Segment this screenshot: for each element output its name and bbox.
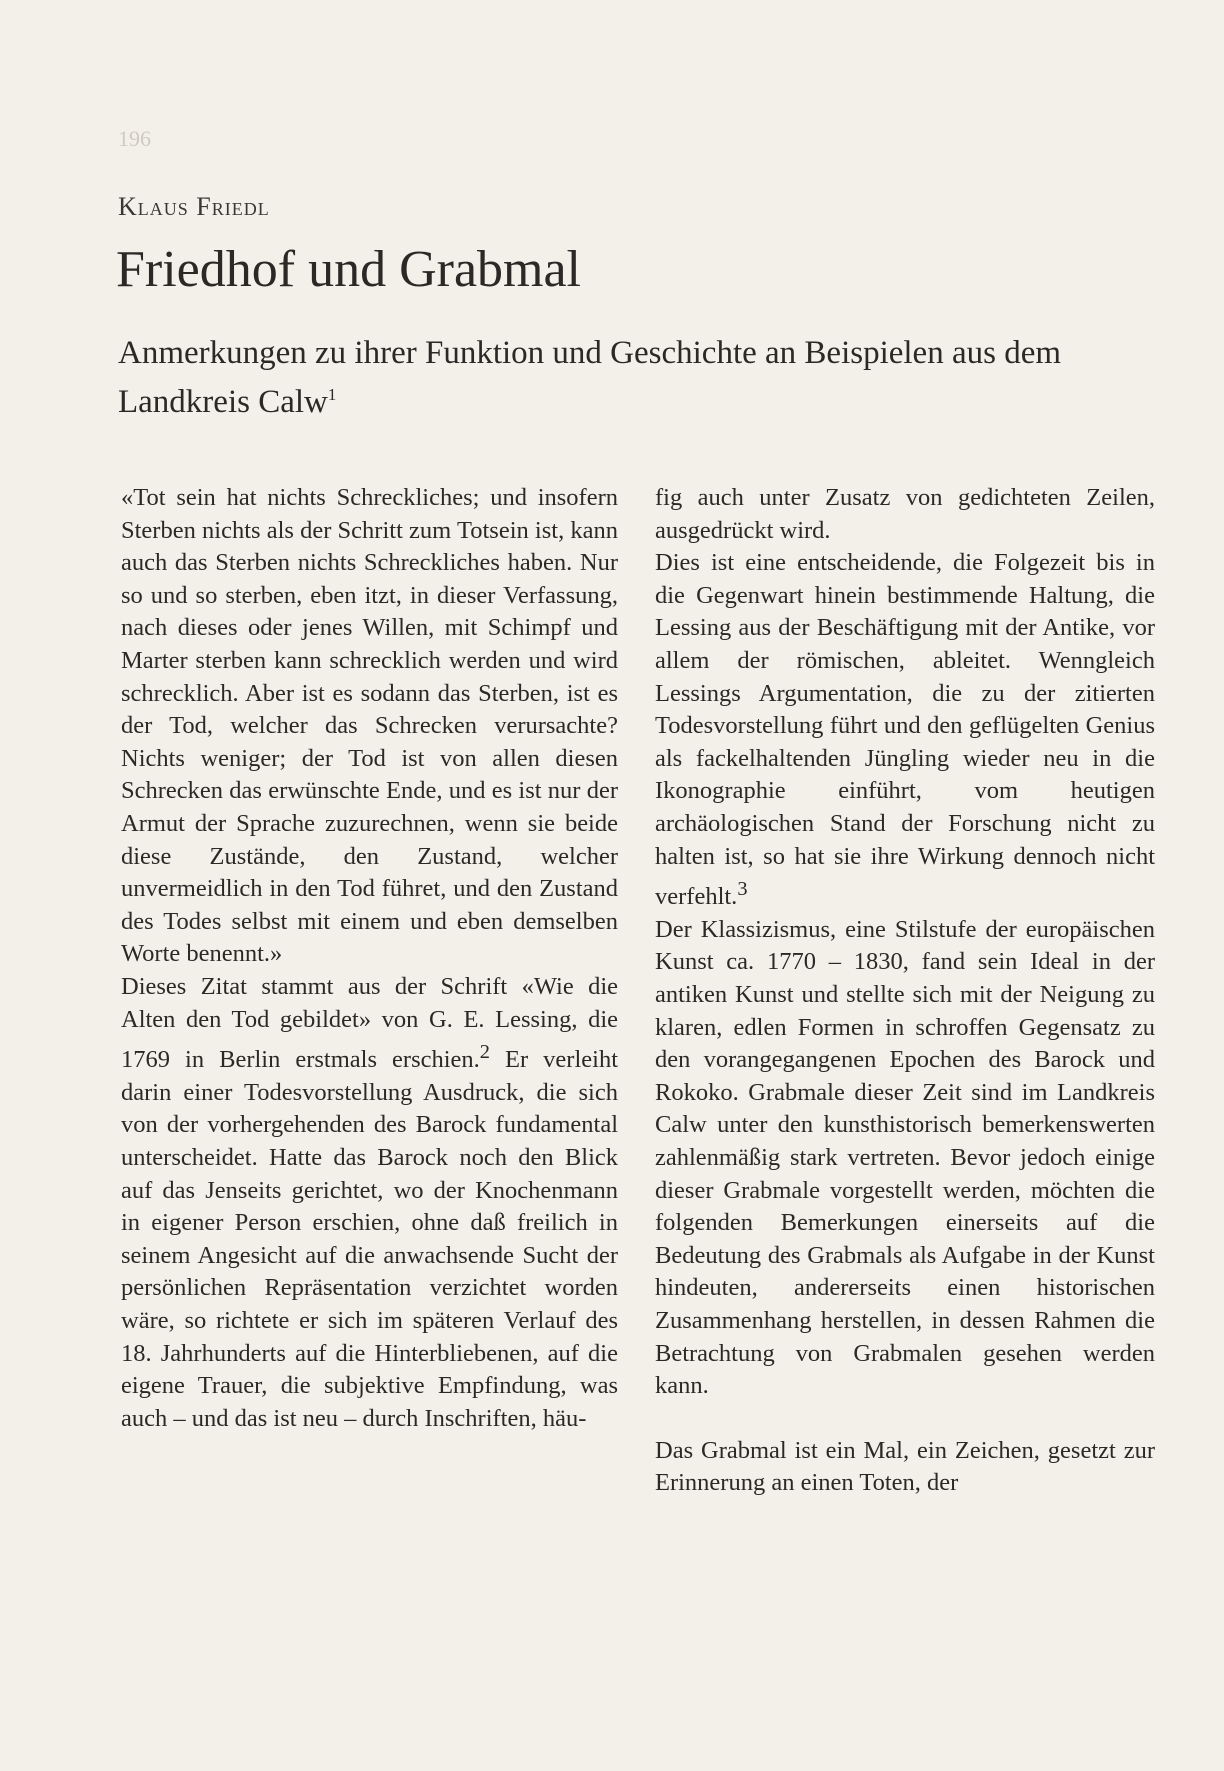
footnote-marker: 2 bbox=[479, 1041, 490, 1064]
paragraph-text: Dieses Zitat stammt aus der Schrift «Wie die Alten den Tod gebildet» von G. E. Lessing, die 1769 in Berlin erstmals erschien. bbox=[121, 972, 618, 1074]
page-number: 196 bbox=[118, 126, 151, 151]
subtitle-footnote-marker: 1 bbox=[327, 385, 337, 404]
footnote-marker: 3 bbox=[737, 878, 748, 901]
paragraph-text: Er verleiht darin einer Todesvorstellung Ausdruck, die sich von der vorhergehenden des Barock fundamental unterscheidet. Hatte das Barock noch den Blick auf das Jenseits gerichtet, wo der Knochenmann in eigener Person erschien, ohne daß freilich in seinem Angesicht auf die anwachsende Sucht der persönlichen Repräsentation verzichtet worden wäre, so richtete er sich im späteren Verlauf des 18. Jahrhunderts auf die Hinterbliebenen, auf die eigene Trauer, die subjektive Empfindung, was auch – und das ist neu – durch Inschriften, häu- bbox=[121, 1046, 618, 1432]
body-paragraph bbox=[121, 971, 618, 1435]
left-column bbox=[121, 482, 618, 1435]
body-paragraph bbox=[655, 547, 1155, 914]
paragraph-text: Dies ist eine entscheidende, die Folgezeit bis in die Gegenwart hinein bestimmende Haltung, die Lessing aus der Beschäftigung mit der Antike, vor allem der römischen, ableitet. Wenngleich Lessings Argumentation, die zu der zitierten Todesvorstellung führt und den geflügelten Genius als fackelhaltenden Jüngling wieder neu in die Ikonographie einführt, vom heutigen archäologischen Stand der Forschung nicht zu halten ist, so hat sie ihre Wirkung dennoch nicht verfehlt. bbox=[655, 549, 1155, 911]
body-paragraph: Das Grabmal ist ein Mal, ein Zeichen, gesetzt zur Erinnerung an einen Toten, der bbox=[655, 1436, 1155, 1497]
subtitle-text: Anmerkungen zu ihrer Funktion und Geschichte an Beispielen aus dem Landkreis Calw bbox=[118, 335, 1062, 420]
author-name: Klaus Friedl bbox=[118, 192, 270, 221]
body-paragraph: fig auch unter Zusatz von gedichteten Zeilen, ausgedrückt wird. bbox=[655, 484, 1155, 544]
article-subtitle bbox=[118, 332, 1118, 423]
article-title: Friedhof und Grabmal bbox=[116, 241, 582, 298]
right-column bbox=[655, 482, 1155, 1500]
body-paragraph: Der Klassizismus, eine Stilstufe der europäischen Kunst ca. 1770 – 1830, fand sein Ideal in der antiken Kunst und stellte sich mit der Neigung zu klaren, edlen Formen in schroffen Gegensatz zu den vorangegangenen Epochen des Barock und Rokoko. Grabmale dieser Zeit sind im Landkreis Calw unter den kunsthistorisch bemerkenswerten zahlenmäßig stark vertreten. Bevor jedoch einige dieser Grabmale vorgestellt werden, möchten die folgenden Bemerkungen einerseits auf die Bedeutung des Grabmals als Aufgabe in der Kunst hindeuten, andererseits einen historischen Zusammenhang herstellen, in dessen Rahmen die Betrachtung von Grabmalen gesehen werden kann. bbox=[655, 915, 1155, 1400]
quote-paragraph: «Tot sein hat nichts Schreckliches; und insofern Sterben nichts als der Schritt zum Totsein ist, kann auch das Sterben nichts Schreckliches haben. Nur so und so sterben, eben itzt, in dieser Verfassung, nach dieses oder jenes Willen, mit Schimpf und Marter sterben kann schrecklich werden und wird schrecklich. Aber ist es sodann das Sterben, ist es der Tod, welcher das Schrecken verursachte? Nichts weniger; der Tod ist von allen diesen Schrecken das erwünschte Ende, und es ist nur der Armut der Sprache zuzurechnen, wenn sie beide diese Zustände, den Zustand, welcher unvermeidlich in den Tod führet, und den Zustand des Todes selbst mit einem und eben demselben Worte benennt.» bbox=[121, 484, 618, 968]
